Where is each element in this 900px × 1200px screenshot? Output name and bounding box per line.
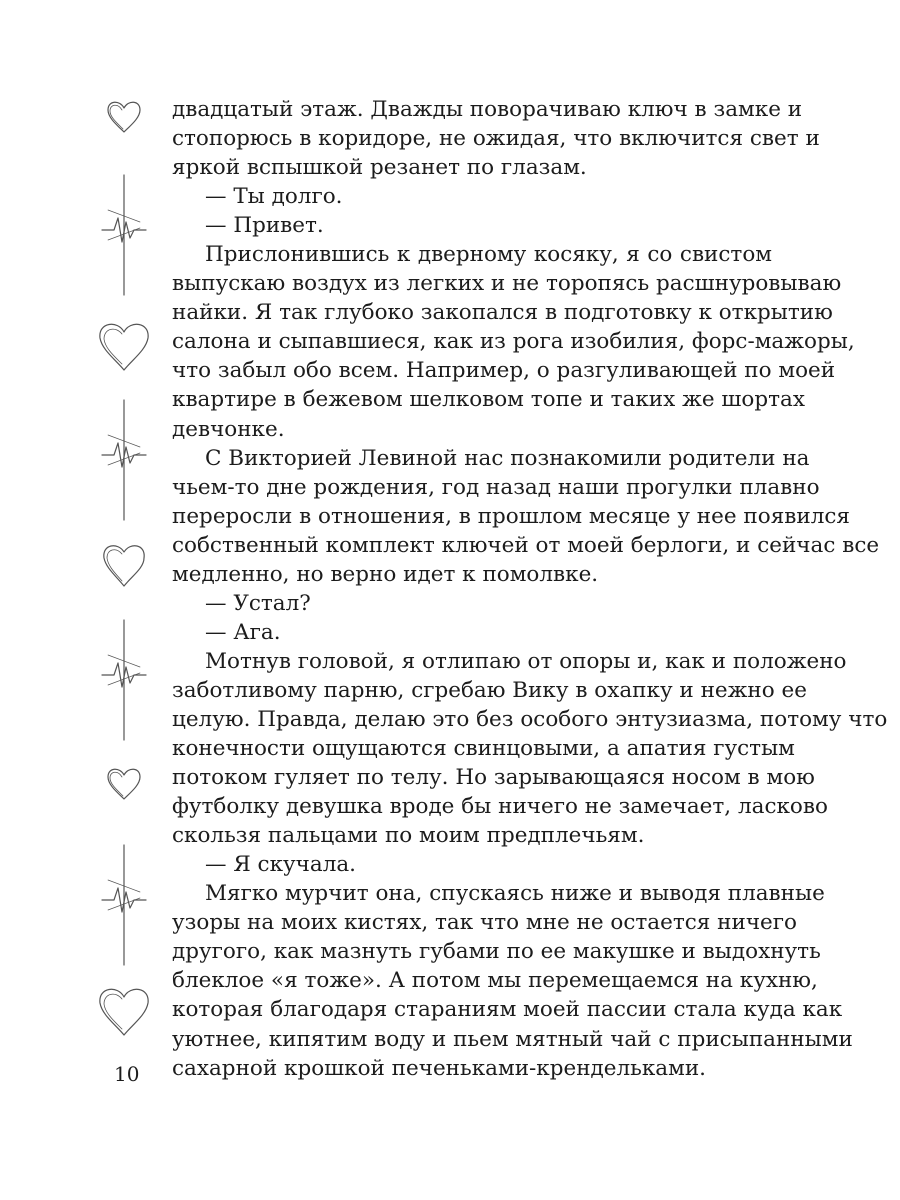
text-line: Мотнув головой, я отлипаю от опоры и, как и положено [205, 648, 847, 674]
text-line: найки. Я так глубоко закопался в подготовку к открытию [172, 300, 833, 326]
text-line: Мягко мурчит она, спускаясь ниже и выводя плавные [205, 881, 825, 907]
text-line: медленно, но верно идет к помолвке. [172, 561, 599, 587]
text-line: выпускаю воздух из легких и не торопясь расшнуровываю [172, 271, 842, 297]
text-line: что забыл обо всем. Например, о разгуливающей по моей [172, 358, 836, 384]
text-line: заботливому парню, сгребаю Вику в охапку и нежно ее [172, 677, 807, 703]
text-line: уютнее, кипятим воду и пьем мятный чай с присыпанными [172, 1026, 853, 1052]
text-line: — Я скучала. [205, 852, 357, 878]
paragraph [172, 647, 888, 850]
page-body-text [172, 95, 888, 1083]
heart-outline-icon [104, 546, 144, 586]
dialogue-line [172, 211, 772, 240]
text-line: — Ты долго. [205, 184, 343, 210]
text-line: узоры на моих кистях, так что мне не остается ничего [172, 910, 797, 936]
paragraph [172, 240, 855, 443]
text-line: другого, как мазнуть губами по ее макушке и выдохнуть [172, 939, 821, 965]
text-line: — Ага. [205, 619, 281, 645]
heartbeat-line-icon [102, 175, 146, 295]
heart-outline-icon [108, 769, 140, 799]
text-line: конечности ощущаются свинцовыми, а апатия густым [172, 736, 795, 762]
text-line: — Устал? [205, 590, 311, 616]
text-line: блеклое «я тоже». А потом мы перемещаемся на кухню, [172, 968, 818, 994]
text-line: салона и сыпавшиеся, как из рога изобилия, форс-мажоры, [172, 329, 855, 355]
dialogue-line [172, 618, 772, 647]
text-line: девчонке. [172, 416, 285, 442]
heartbeat-line-icon [102, 400, 146, 520]
dialogue-line [172, 182, 772, 211]
text-line: целую. Правда, делаю это без особого энтузиазма, потому что [172, 706, 888, 732]
text-line: — Привет. [205, 213, 324, 239]
paragraph [172, 444, 880, 589]
text-line: Прислонившись к дверному косяку, я со свистом [205, 242, 772, 268]
dialogue-line [172, 850, 772, 879]
text-line: яркой вспышкой резанет по глазам. [172, 155, 587, 181]
text-line: потоком гуляет по телу. Но зарывающаяся носом в мою [172, 765, 815, 791]
text-line: которая благодаря стараниям моей пассии стала куда как [172, 997, 843, 1023]
text-line: чьем-то дне рождения, год назад наши прогулки плавно [172, 474, 820, 500]
text-line: квартире в бежевом шелковом топе и таких же шортах [172, 387, 805, 413]
dialogue-line [172, 589, 772, 618]
margin-ornament [88, 90, 158, 1050]
text-line: переросли в отношения, в прошлом месяце у нее появился [172, 503, 850, 529]
heart-outline-icon [100, 989, 148, 1035]
text-line: футболку девушка вроде бы ничего не замечает, ласково [172, 794, 828, 820]
page-number: 10 [114, 1062, 140, 1086]
paragraph [172, 95, 820, 182]
text-line: стопорюсь в коридоре, не ожидая, что включится свет и [172, 126, 820, 152]
heartbeat-line-icon [102, 845, 146, 965]
paragraph [172, 879, 853, 1082]
text-line: скользя пальцами по моим предплечьям. [172, 823, 645, 849]
heart-outline-icon [100, 324, 148, 370]
heart-outline-icon [108, 102, 140, 132]
text-line: двадцатый этаж. Дважды поворачиваю ключ в замке и [172, 97, 803, 122]
text-line: сахарной крошкой печеньками-крендельками. [172, 1055, 707, 1081]
heartbeat-line-icon [102, 620, 146, 740]
text-line: С Викторией Левиной нас познакомили родители на [205, 445, 810, 471]
text-line: собственный комплект ключей от моей берлоги, и сейчас все [172, 532, 880, 558]
